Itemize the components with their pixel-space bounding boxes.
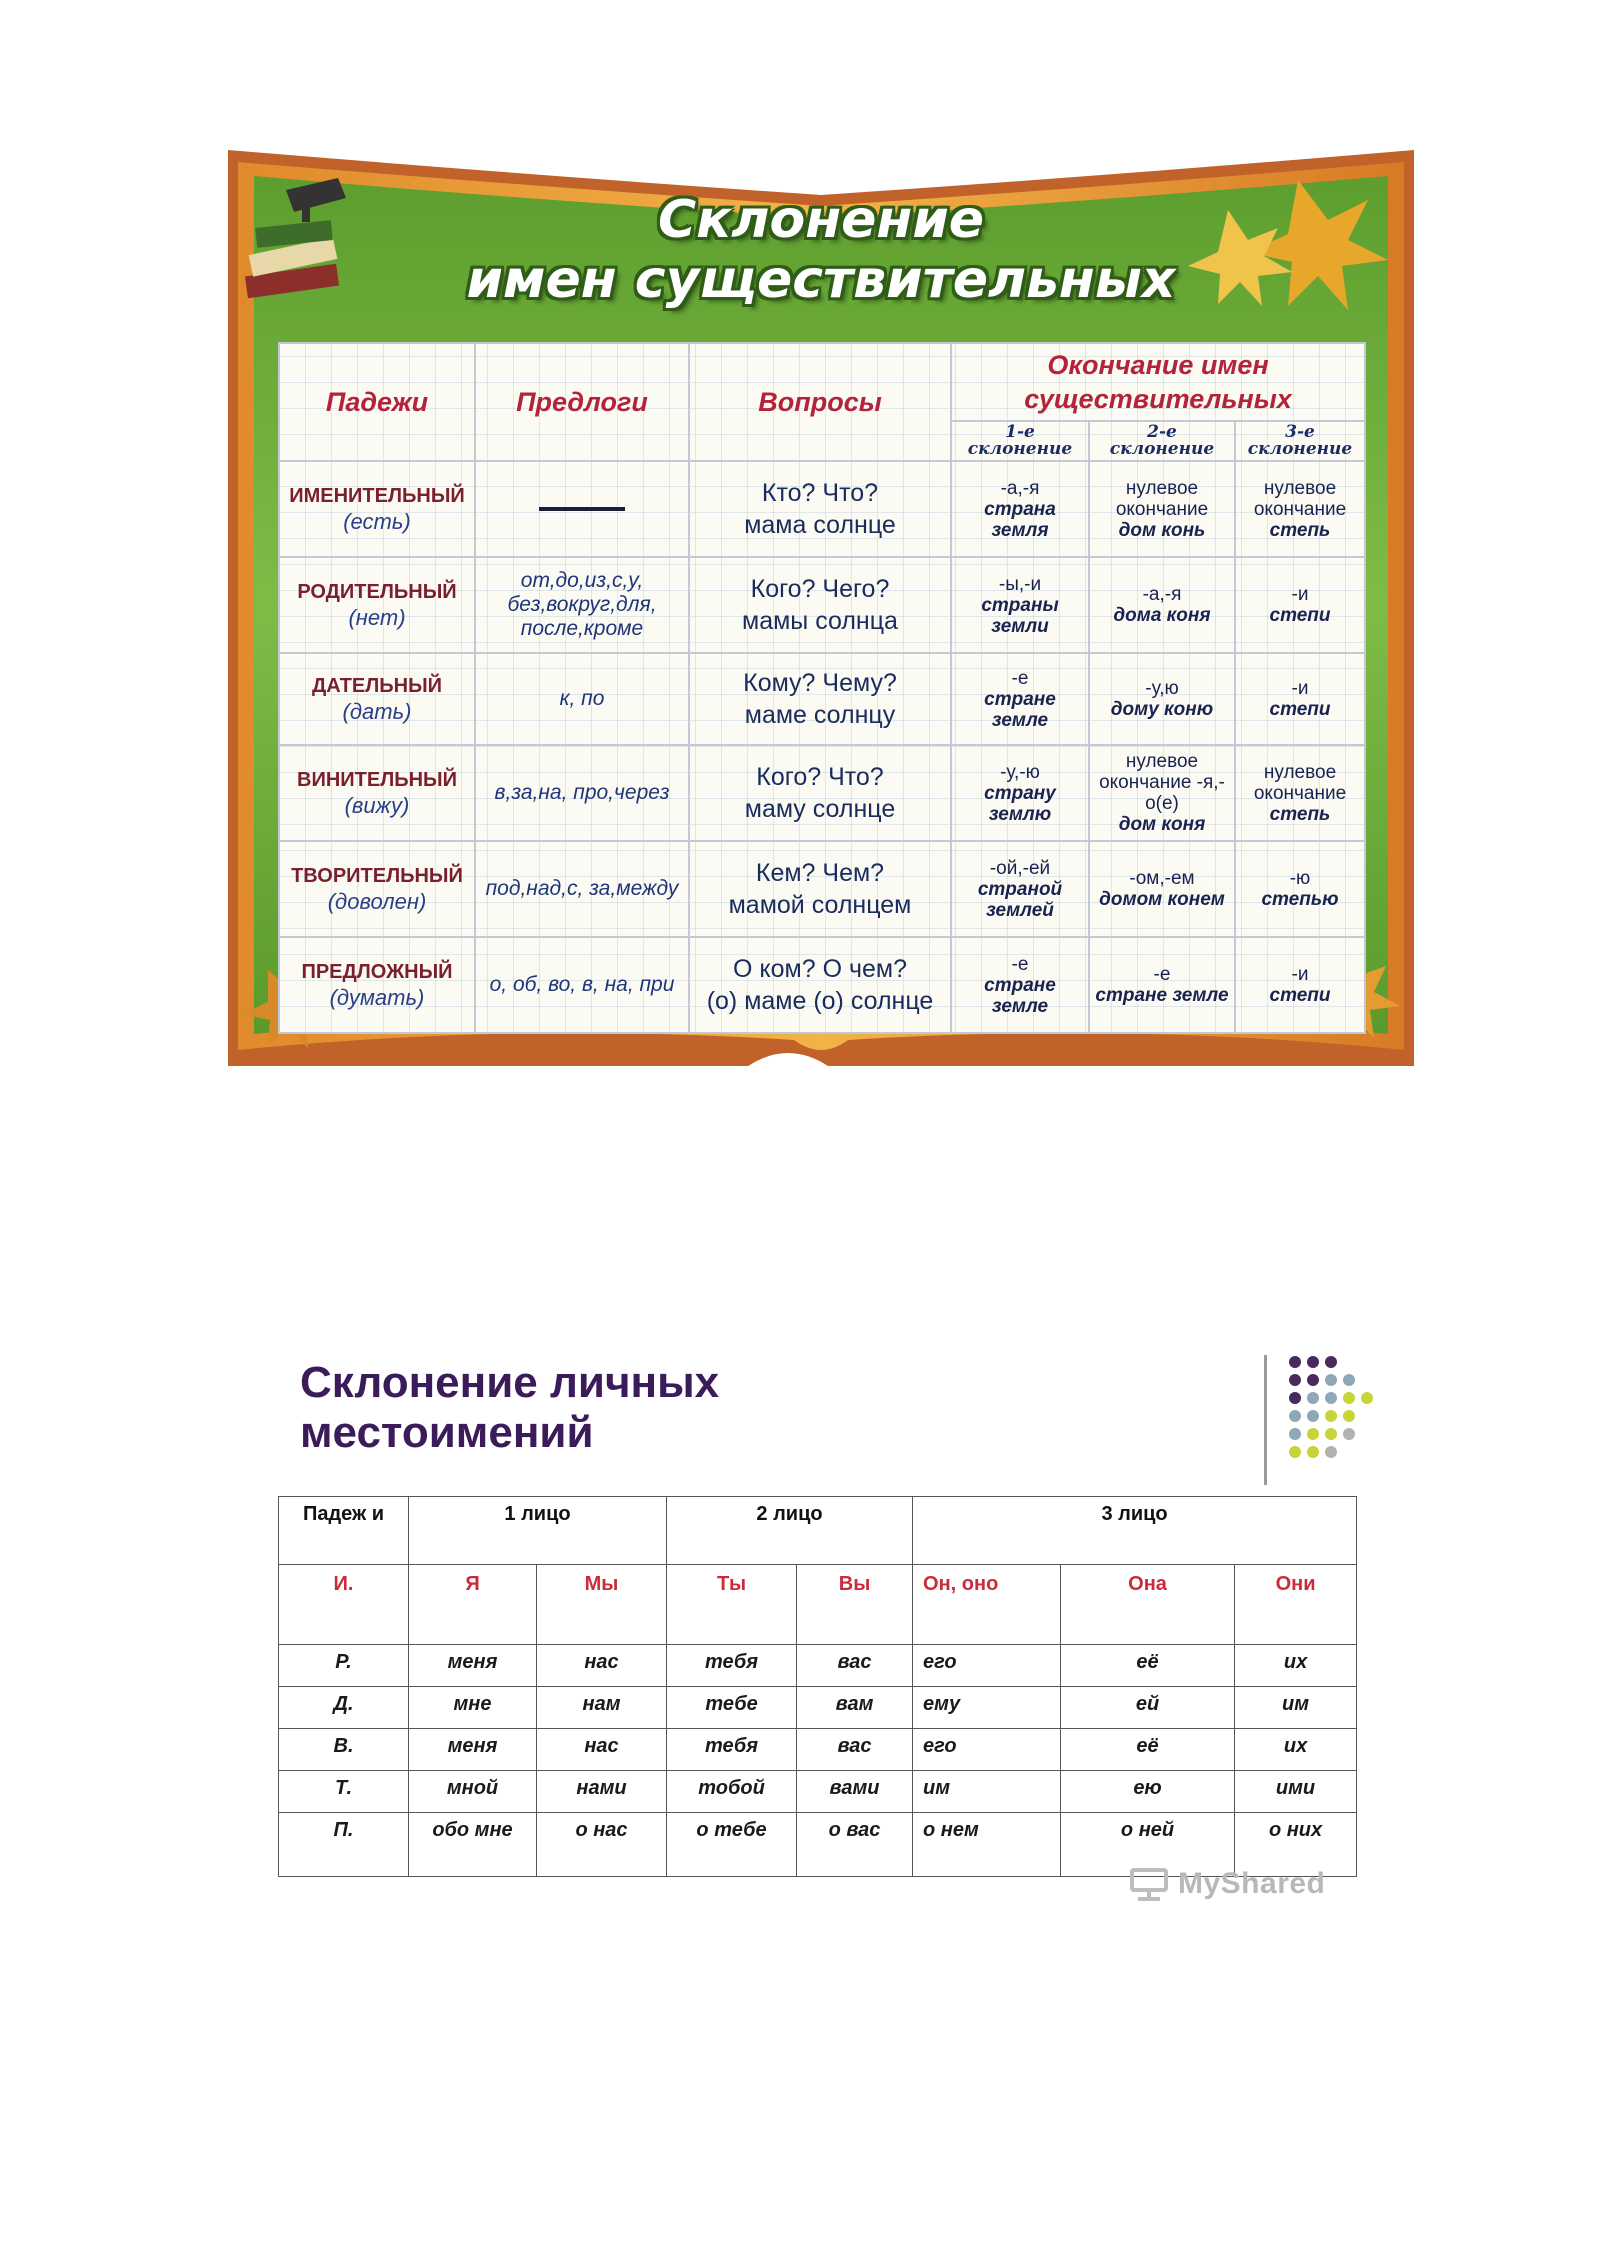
poster-title-line1: Склонение: [657, 190, 985, 250]
table-header-row: [279, 1497, 1357, 1565]
slide-title: [300, 1358, 1000, 1458]
question: О ком? О чем?: [733, 955, 907, 983]
question-example: маме солнцу: [744, 701, 896, 729]
case-name: РОДИТЕЛЬНЫЙ: [297, 581, 457, 603]
pronoun-cell: Они: [1235, 1565, 1357, 1645]
case-name: ПРЕДЛОЖНЫЙ: [301, 961, 453, 983]
pronoun-cell: ею: [1061, 1771, 1235, 1813]
pronoun-cell: тобой: [667, 1771, 797, 1813]
case-label: П.: [279, 1813, 409, 1877]
questions-cell: [689, 653, 951, 745]
question: Кем? Чем?: [755, 859, 885, 887]
ending-decl2-cell: [1089, 557, 1235, 653]
case-label: В.: [279, 1729, 409, 1771]
pronoun-cell: их: [1235, 1645, 1357, 1687]
ending: нулевое окончание: [1115, 477, 1209, 520]
ending-example: страны земли: [981, 594, 1059, 637]
pronoun-cell: Она: [1061, 1565, 1235, 1645]
ending-decl3-cell: [1235, 937, 1365, 1033]
pronoun-cell: его: [913, 1729, 1061, 1771]
table-row: [279, 841, 1365, 937]
presentation-icon: [1128, 1866, 1172, 1902]
header-cases: Падеж и: [279, 1497, 409, 1565]
pronoun-cell: ему: [913, 1687, 1061, 1729]
pronoun-cell: ей: [1061, 1687, 1235, 1729]
ending: -е: [1011, 667, 1029, 689]
table-row: [279, 937, 1365, 1033]
pronoun-cell: им: [1235, 1687, 1357, 1729]
table-row: [279, 557, 1365, 653]
ending: -ы,-и: [998, 573, 1042, 595]
case-name: ИМЕНИТЕЛЬНЫЙ: [289, 485, 465, 507]
ending: -и: [1291, 964, 1309, 985]
pronoun-cell: вам: [797, 1687, 913, 1729]
case-cell: [279, 937, 475, 1033]
ending: -ом,-ем: [1129, 868, 1195, 889]
ending-decl3-cell: [1235, 745, 1365, 841]
header-person-3: 3 лицо: [913, 1497, 1357, 1565]
header-endings: Окончание имен существительных: [951, 343, 1365, 421]
header-declension-1: 1-е склонение: [951, 421, 1089, 461]
ending-example: степи: [1269, 605, 1331, 626]
pronoun-cell: Вы: [797, 1565, 913, 1645]
questions-cell: [689, 745, 951, 841]
pronoun-cell: меня: [409, 1645, 537, 1687]
ending-decl1-cell: [951, 745, 1089, 841]
ending: -ю: [1289, 868, 1311, 889]
ending-decl3-cell: [1235, 557, 1365, 653]
ending: нулевое окончание: [1253, 477, 1347, 520]
ending: -у,ю: [1145, 678, 1179, 699]
ending-decl2-cell: [1089, 745, 1235, 841]
prepositions-cell: к, по: [475, 653, 689, 745]
header-questions: Вопросы: [689, 343, 951, 461]
pronoun-cell: вас: [797, 1729, 913, 1771]
ending: -ой,-ей: [989, 857, 1051, 879]
case-name: ДАТЕЛЬНЫЙ: [311, 675, 443, 697]
case-cell: [279, 653, 475, 745]
case-hint: (дать): [342, 699, 412, 724]
questions-cell: [689, 841, 951, 937]
ending-decl2-cell: [1089, 653, 1235, 745]
question: Кого? Чего?: [750, 575, 890, 603]
case-label: Д.: [279, 1687, 409, 1729]
question-example: маму солнце: [744, 795, 896, 823]
pronoun-cell: обо мне: [409, 1813, 537, 1877]
pronoun-cell: нам: [537, 1687, 667, 1729]
table-row: [279, 745, 1365, 841]
pronoun-cell: нас: [537, 1729, 667, 1771]
pronoun-cell: тебе: [667, 1687, 797, 1729]
case-hint: (есть): [343, 509, 411, 534]
case-hint: (доволен): [327, 889, 427, 914]
ending-example: стране земле: [984, 688, 1056, 731]
header-declension-2: 2-е склонение: [1089, 421, 1235, 461]
ending-decl1-cell: [951, 841, 1089, 937]
case-cell: [279, 745, 475, 841]
prepositions-cell: о, об, во, в, на, при: [475, 937, 689, 1033]
ending-decl2-cell: [1089, 937, 1235, 1033]
pronoun-cell: о тебе: [667, 1813, 797, 1877]
pronoun-cell: о нас: [537, 1813, 667, 1877]
table-header-row: [279, 343, 1365, 421]
watermark-text: MyShared: [1178, 1867, 1326, 1900]
ending-example: дом коня: [1118, 814, 1206, 835]
ending: нулевое окончание -я,-о(е): [1099, 751, 1225, 814]
ending-example: дом конь: [1118, 519, 1206, 541]
question-example: (о) маме (о) солнце: [706, 987, 934, 1015]
slide-title-line2: местоимений: [300, 1408, 594, 1457]
pronoun-cell: тебя: [667, 1645, 797, 1687]
case-cell: [279, 461, 475, 557]
watermark: [1128, 1864, 1325, 1904]
question: Кто? Что?: [761, 479, 879, 507]
case-label: И.: [279, 1565, 409, 1645]
prepositions-cell: [475, 461, 689, 557]
pronoun-cell: их: [1235, 1729, 1357, 1771]
dash-line: [539, 507, 625, 511]
table-row: [279, 653, 1365, 745]
header-person-2: 2 лицо: [667, 1497, 913, 1565]
ending-example: степью: [1261, 889, 1339, 910]
ending-example: страну землю: [984, 782, 1056, 825]
case-name: ТВОРИТЕЛЬНЫЙ: [291, 865, 463, 887]
pronoun-cell: нами: [537, 1771, 667, 1813]
ending-decl1-cell: [951, 937, 1089, 1033]
case-hint: (нет): [348, 605, 406, 630]
ending-decl2-cell: [1089, 841, 1235, 937]
ending-decl1-cell: [951, 653, 1089, 745]
pronoun-cell: её: [1061, 1645, 1235, 1687]
case-hint: (вижу): [344, 793, 410, 818]
noun-declension-poster: [228, 150, 1414, 1066]
slide-title-line1: Склонение личных: [300, 1358, 720, 1407]
ending-example: степи: [1269, 985, 1331, 1006]
dot-grid-decoration-icon: [1255, 1350, 1395, 1490]
questions-cell: [689, 461, 951, 557]
prepositions-cell: под,над,с, за,между: [475, 841, 689, 937]
prepositions-cell: в,за,на, про,через: [475, 745, 689, 841]
ending: -и: [1291, 584, 1309, 605]
ending-example: степь: [1269, 803, 1331, 825]
pronoun-cell: Мы: [537, 1565, 667, 1645]
header-prepositions: Предлоги: [475, 343, 689, 461]
ending-decl3-cell: [1235, 841, 1365, 937]
case-hint: (думать): [329, 985, 425, 1010]
pronoun-cell: нас: [537, 1645, 667, 1687]
questions-cell: [689, 937, 951, 1033]
ending: нулевое окончание: [1253, 761, 1347, 804]
pronoun-cell: тебя: [667, 1729, 797, 1771]
ending-example: страной землей: [977, 878, 1063, 921]
ending-example: стране земле: [984, 974, 1056, 1017]
pronoun-cell: Ты: [667, 1565, 797, 1645]
pronoun-cell: меня: [409, 1729, 537, 1771]
case-label: Т.: [279, 1771, 409, 1813]
poster-title-line2: имен существительных: [466, 250, 1176, 310]
header-declension-3: 3-е склонение: [1235, 421, 1365, 461]
table-row: [279, 1687, 1357, 1729]
ending: -а,-я: [1000, 477, 1040, 499]
ending: -и: [1291, 678, 1309, 699]
pronoun-cell: мне: [409, 1687, 537, 1729]
ending-example: степи: [1269, 699, 1331, 720]
table-row: [279, 1645, 1357, 1687]
pronoun-cell: ими: [1235, 1771, 1357, 1813]
table-row: [279, 461, 1365, 557]
pronoun-cell: Он, оно: [913, 1565, 1061, 1645]
question-example: мамы солнца: [742, 607, 898, 635]
pronoun-cell: им: [913, 1771, 1061, 1813]
case-name: ВИНИТЕЛЬНЫЙ: [297, 769, 457, 791]
ending: -у,-ю: [1000, 761, 1040, 783]
table-row: [279, 1729, 1357, 1771]
case-label: Р.: [279, 1645, 409, 1687]
table-row: [279, 1771, 1357, 1813]
ending-example: дома коня: [1113, 605, 1211, 626]
pronoun-cell: его: [913, 1645, 1061, 1687]
ending-decl2-cell: [1089, 461, 1235, 557]
pronoun-cell: о нем: [913, 1813, 1061, 1877]
ending: -е: [1011, 953, 1029, 975]
pronoun-cell: вами: [797, 1771, 913, 1813]
ending-example: страна земля: [984, 498, 1056, 541]
ending-decl1-cell: [951, 557, 1089, 653]
pronoun-cell: о вас: [797, 1813, 913, 1877]
question-example: мама солнце: [744, 511, 896, 539]
questions-cell: [689, 557, 951, 653]
pronoun-cell: Я: [409, 1565, 537, 1645]
ending: -а,-я: [1142, 584, 1182, 605]
ending: -е: [1153, 964, 1171, 985]
pronoun-cell: о ней: [1061, 1813, 1235, 1877]
pronoun-cell: её: [1061, 1729, 1235, 1771]
prepositions-cell: от,до,из,с,у, без,вокруг,для, после,кроме: [475, 557, 689, 653]
pronoun-cell: о них: [1235, 1813, 1357, 1877]
ending-decl3-cell: [1235, 653, 1365, 745]
question-example: мамой солнцем: [728, 891, 912, 919]
case-cell: [279, 841, 475, 937]
noun-declension-table: [278, 342, 1366, 1034]
question: Кому? Чему?: [743, 669, 897, 697]
ending-example: дому коню: [1110, 699, 1214, 720]
pronoun-declension-table: [278, 1496, 1357, 1877]
ending-decl1-cell: [951, 461, 1089, 557]
poster-title: [228, 190, 1414, 310]
ending-decl3-cell: [1235, 461, 1365, 557]
header-person-1: 1 лицо: [409, 1497, 667, 1565]
pronoun-cell: вас: [797, 1645, 913, 1687]
header-cases: Падежи: [279, 343, 475, 461]
question: Кого? Что?: [756, 763, 884, 791]
ending-example: стране земле: [1095, 985, 1229, 1006]
pronoun-cell: мной: [409, 1771, 537, 1813]
case-cell: [279, 557, 475, 653]
ending-example: степь: [1269, 519, 1331, 541]
ending-example: домом конем: [1099, 889, 1225, 910]
table-row: [279, 1565, 1357, 1645]
